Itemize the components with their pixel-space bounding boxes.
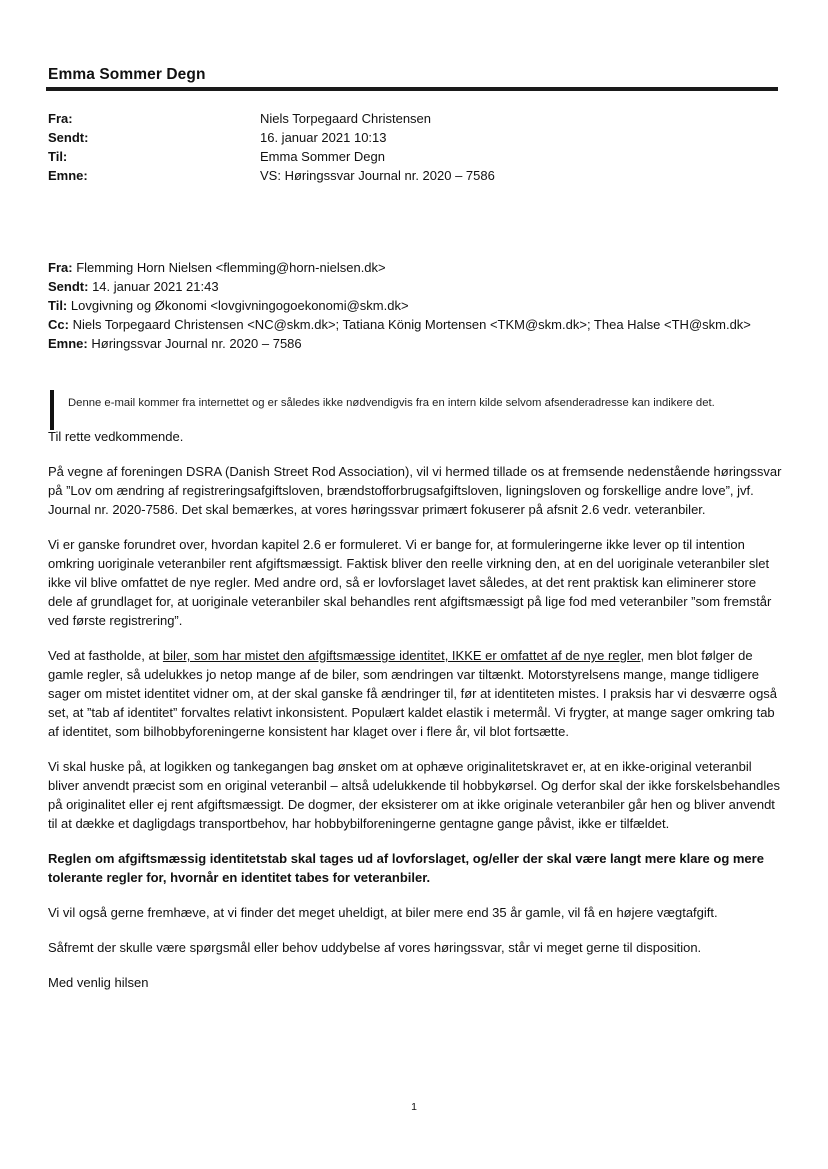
meta-row-to — [48, 147, 768, 166]
fwd-subject: Høringssvar Journal nr. 2020 – 7586 — [91, 336, 302, 351]
fwd-from-line — [48, 258, 783, 277]
notice-text: Denne e-mail kommer fra internettet og er således ikke nødvendigvis fra en intern kilde selvom afsenderadresse kan indikere det. — [68, 397, 715, 409]
meta-key: Til: — [48, 149, 68, 164]
greeting: Til rette vedkommende. — [48, 429, 184, 444]
paragraph-3-start: Ved at fastholde, at — [48, 648, 163, 663]
fwd-sent: 14. januar 2021 21:43 — [92, 279, 219, 294]
paragraph-4: Vi skal huske på, at logikken og tankegangen bag ønsket om at ophæve originalitetskravet er, at en ikke-original veteranbil bliver anvendt præcist som en original veteranbil – altså udelukkende til hobbykørsel. Og derfor skal der ikke forskelsbehandles på originalitet eller ej rent afgiftsmæssigt. De dogmer, der eksisterer om at ikke originale veteranbiler går hen og bliver anvendt til at dække et dagligdags transportbehov, har hobbybilforeningerne gentagne gange påvist, ikke er tilfældet. — [48, 759, 780, 831]
page-number: 1 — [411, 1101, 417, 1113]
paragraph-6: Vi vil også gerne fremhæve, at vi finder det meget uheldigt, at biler mere end 35 år gamle, vil få en højere vægtafgift. — [48, 905, 718, 920]
meta-row-sent — [48, 128, 768, 147]
meta-value: Emma Sommer Degn — [260, 149, 385, 164]
paragraph-5-bold: Reglen om afgiftsmæssig identitetstab skal tages ud af lovforslaget, og/eller der skal være langt mere klare og mere tolerante regler for, hvornår en identitet tabes for veteranbiler. — [48, 851, 764, 885]
fwd-subject-label: Emne: — [48, 336, 88, 351]
meta-key: Sendt: — [48, 130, 89, 145]
mailbox-owner-name: Emma Sommer Degn — [48, 66, 206, 83]
forwarded-header-block — [48, 258, 783, 353]
fwd-cc-label: Cc: — [48, 317, 69, 332]
fwd-subject-line — [48, 334, 783, 353]
paragraph-3-underlined: biler, som har mistet den afgiftsmæssige identitet, IKKE er omfattet af de nye regler — [162, 648, 641, 663]
header-rule — [46, 87, 778, 91]
meta-row-from — [48, 109, 768, 128]
meta-value: VS: Høringssvar Journal nr. 2020 – 7586 — [260, 168, 495, 183]
fwd-to: Lovgivning og Økonomi <lovgivningogoekonomi@skm.dk> — [70, 298, 409, 313]
meta-key: Fra: — [48, 111, 73, 126]
meta-row-subject — [48, 166, 768, 185]
paragraph-1: På vegne af foreningen DSRA (Danish Street Rod Association), vil vi hermed tillade os at fremsende nedenstående høringssvar på ”Lov om ændring af registreringsafgiftsloven, brændstofforbrugsafgiftsloven, ligningsloven og forskellige andre love”, jvf. Journal nr. 2020-7586. Det skal bemærkes, at vores høringssvar primært fokuserer på afsnit 2.6 vedr. veteranbiler. — [48, 464, 782, 517]
fwd-sent-label: Sendt: — [48, 279, 89, 294]
fwd-cc-line — [48, 315, 783, 334]
meta-value: 16. januar 2021 10:13 — [260, 130, 387, 145]
paragraph-3 — [48, 646, 783, 741]
closing: Med venlig hilsen — [48, 975, 149, 990]
paragraph-3-end: , men blot følger de gamle regler, så udelukkes jo netop mange af de biler, som ændringen var tiltænkt. Motorstyrelsens mange, mange tidligere sager om mistet identitet vidner om, at der skal ganske få ændringer til, før at identiteten mistes. I praksis har vi desværre også set, at ”tab af identitet” forvaltes relativt inkonsistent. Populært kaldet elastik i metermål. Vi frygter, at mange sager omkring tab af identitet, som bilhobbyforeningerne konsistent har klaget over i flere år, vil blot fortsætte. — [48, 648, 778, 739]
fwd-to-line — [48, 296, 783, 315]
fwd-to-label: Til: — [48, 298, 68, 313]
notice-bar — [50, 390, 54, 430]
email-header-block — [48, 109, 768, 185]
fwd-from-label: Fra: — [48, 260, 73, 275]
meta-key: Emne: — [48, 168, 88, 183]
meta-value: Niels Torpegaard Christensen — [260, 111, 432, 126]
paragraph-7: Såfremt der skulle være spørgsmål eller behov uddybelse af vores høringssvar, står vi meget gerne til disposition. — [48, 940, 702, 955]
fwd-sent-line — [48, 277, 783, 296]
paragraph-2: Vi er ganske forundret over, hvordan kapitel 2.6 er formuleret. Vi er bange for, at formuleringerne ikke lever op til intention omkring uoriginale veteranbiler rent afgiftsmæssigt. Faktisk bliver den reelle virkning den, at en del uoriginale veteranbiler slet ikke vil blive omfattet de nye regler. Med andre ord, så er lovforslaget lavet således, at det rent praktisk kan eliminerer store dele af grundlaget for, at uoriginale veteranbiler skal behandles rent afgiftsmæssigt på lige fod med veteranbiler ”som fremstår ved første registrering”. — [48, 537, 772, 628]
fwd-cc: Niels Torpegaard Christensen <NC@skm.dk>; Tatiana König Mortensen <TKM@skm.dk>; Thea Halse <TH@skm.dk> — [72, 317, 751, 332]
email-body — [48, 427, 783, 992]
fwd-from: Flemming Horn Nielsen <flemming@horn-nielsen.dk> — [76, 260, 386, 275]
